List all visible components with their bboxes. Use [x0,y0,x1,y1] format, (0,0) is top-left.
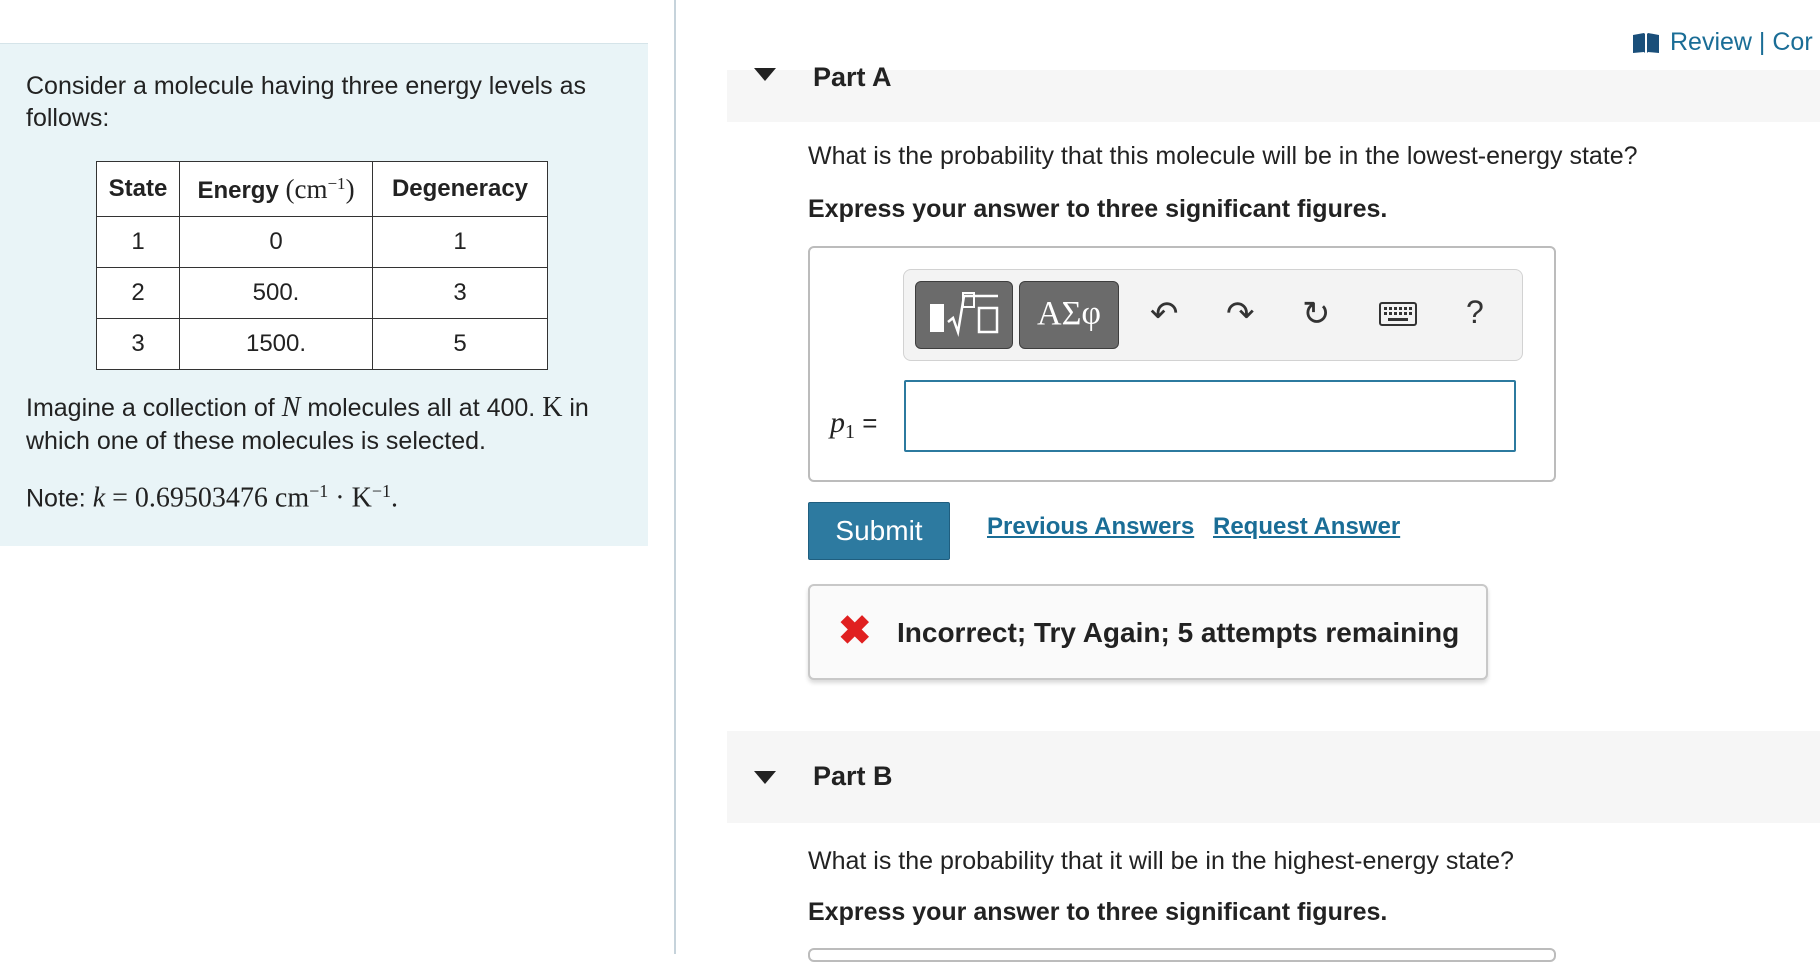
header-energy-close: ) [345,173,355,204]
part-b-title: Part B [813,761,893,791]
feedback-box [808,584,1488,680]
cell-energy: 0 [180,217,373,268]
problem-pane [0,43,648,546]
imagine-mid: molecules all at 400. [300,394,543,422]
variable-p: p [830,406,845,439]
header-state: State [97,162,180,217]
table-row [97,217,548,268]
header-energy-exp: −1 [327,173,346,193]
note-exp1: −1 [309,481,329,501]
math-k: k [92,482,106,514]
variable-label [830,406,877,444]
variable-equals: = [855,408,878,438]
submit-button[interactable]: Submit [808,502,950,560]
redo-icon[interactable]: ↷ [1226,295,1255,333]
review-link-label: Review | Cor [1670,28,1813,56]
part-b-answer-box [808,948,1556,962]
book-icon [1632,32,1660,54]
help-button[interactable]: ? [1466,294,1484,330]
note-label: Note: [26,484,93,513]
header-degeneracy: Degeneracy [373,162,548,217]
cell-state: 3 [97,319,180,370]
review-link[interactable] [1632,28,1813,57]
math-N: N [281,392,301,423]
imagine-post: in which one of these molecules is selected. [26,394,589,455]
templates-button[interactable] [915,281,1013,349]
table-row [97,268,548,319]
keyboard-icon[interactable] [1379,302,1417,326]
cell-degeneracy: 3 [373,268,548,319]
answer-input[interactable] [904,380,1516,452]
math-toolbar [903,269,1523,361]
greek-symbols-button[interactable]: ΑΣφ [1019,281,1119,349]
collapse-triangle-icon[interactable] [754,68,776,81]
cell-degeneracy: 5 [373,319,548,370]
note-exp2: −1 [371,481,391,501]
table-row [97,319,548,370]
energy-levels-table [96,161,548,370]
cell-state: 1 [97,217,180,268]
note-kelvin: · K [328,482,372,514]
problem-setup-text [26,391,626,458]
cell-energy: 500. [180,268,373,319]
answer-box [808,246,1556,482]
part-a-question: What is the probability that this molecule will be in the lowest-energy state? [808,142,1638,170]
cell-degeneracy: 1 [373,217,548,268]
imagine-pre: Imagine a collection of [26,394,282,422]
header-energy [180,162,373,217]
header-energy-label: Energy [197,176,279,204]
collapse-triangle-icon[interactable] [754,771,776,784]
part-a-header[interactable] [727,62,1820,122]
math-kelvin: K [542,392,563,423]
part-b-header[interactable] [727,731,1820,823]
pane-divider [674,0,676,954]
note-end: . [391,482,398,514]
reset-icon[interactable]: ↻ [1302,295,1331,333]
table-header-row [97,162,548,217]
previous-answers-link[interactable]: Previous Answers [987,513,1195,540]
request-answer-link[interactable]: Request Answer [1213,513,1401,540]
undo-icon[interactable]: ↶ [1150,295,1179,333]
part-a-instruction: Express your answer to three significant figures. [808,195,1388,223]
note-value: = 0.69503476 cm [105,482,310,514]
variable-sub: 1 [845,421,855,444]
feedback-message: Incorrect; Try Again; 5 attempts remaining [897,617,1460,648]
part-b-instruction: Express your answer to three significant figures. [808,898,1388,926]
incorrect-x-icon: ✖ [838,609,872,653]
cell-energy: 1500. [180,319,373,370]
problem-intro: Consider a molecule having three energy levels as follows: [26,72,587,132]
header-energy-unit: (cm [285,173,328,204]
part-b-question: What is the probability that it will be in the highest-energy state? [808,847,1514,875]
templates-icon [916,282,1012,348]
boltzmann-note [26,481,398,514]
part-a-title: Part A [813,62,892,92]
cell-state: 2 [97,268,180,319]
